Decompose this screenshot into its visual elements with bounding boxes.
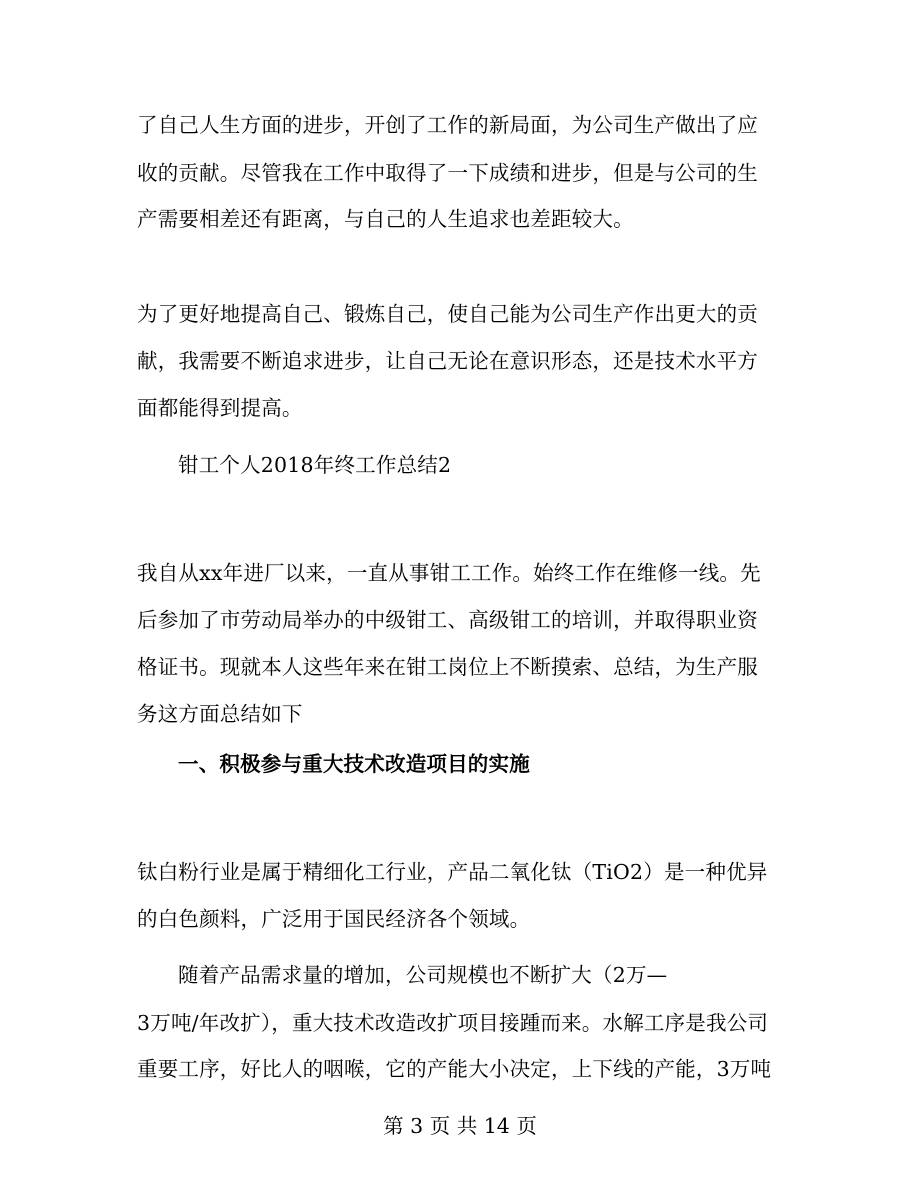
paragraph-1-line-2: 收的贡献。尽管我在工作中取得了一下成绩和进步，但是与公司的生 — [137, 161, 758, 185]
paragraph-2-line-3: 面都能得到提高。 — [137, 396, 303, 420]
paragraph-5-line-1: 随着产品需求量的增加，公司规模也不断扩大（2万— — [178, 963, 668, 987]
paragraph-3-line-3: 格证书。现就本人这些年来在钳工岗位上不断摸索、总结，为生产服 — [137, 655, 758, 679]
section-heading: 一、积极参与重大技术改造项目的实施 — [178, 752, 530, 776]
paragraph-3-line-4: 务这方面总结如下 — [137, 702, 303, 726]
document-heading-title: 钳工个人2018年终工作总结2 — [178, 453, 452, 477]
paragraph-5-line-2: 3万吨/年改扩），重大技术改造改扩项目接踵而来。水解工序是我公司 — [137, 1011, 769, 1035]
paragraph-1-line-1: 了自己人生方面的进步，开创了工作的新局面，为公司生产做出了应 — [137, 113, 758, 137]
paragraph-5-line-3: 重要工序，好比人的咽喉，它的产能大小决定，上下线的产能，3万吨 — [137, 1057, 772, 1081]
paragraph-1-line-3: 产需要相差还有距离，与自己的人生追求也差距较大。 — [137, 207, 634, 231]
paragraph-4-line-1: 钛白粉行业是属于精细化工行业，产品二氧化钛（TiO2）是一种优异 — [137, 860, 768, 884]
paragraph-3-line-1: 我自从xx年进厂以来，一直从事钳工工作。始终工作在维修一线。先 — [137, 561, 761, 585]
paragraph-3-line-2: 后参加了市劳动局举办的中级钳工、高级钳工的培训，并取得职业资 — [137, 608, 758, 632]
page-number-footer: 第 3 页 共 14 页 — [383, 1114, 537, 1138]
paragraph-4-line-2: 的白色颜料，广泛用于国民经济各个领域。 — [137, 907, 531, 931]
paragraph-2-line-2: 献，我需要不断追求进步，让自己无论在意识形态，还是技术水平方 — [137, 349, 758, 373]
paragraph-2-line-1: 为了更好地提高自己、锻炼自己，使自己能为公司生产作出更大的贡 — [137, 302, 758, 326]
